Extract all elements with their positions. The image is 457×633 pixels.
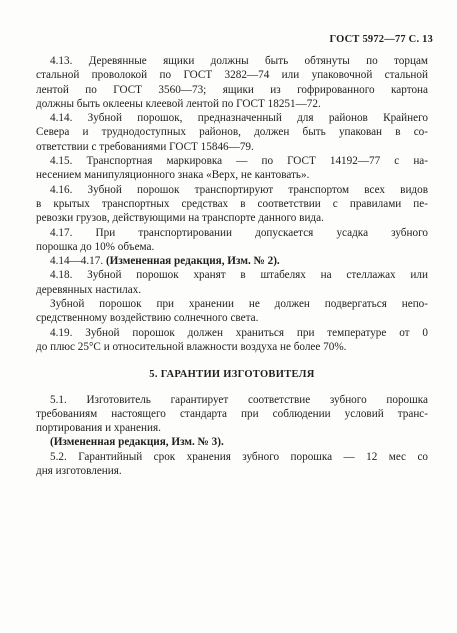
clause-4-14-line-3: ответствии с требованиями ГОСТ 15846—79. — [36, 140, 254, 153]
clause-4-16-line-2: в крытых транспортных средствах в соответствии с правилами пе- — [36, 197, 428, 210]
clause-4-14-line-1: 4.14. Зубной порошок, предназначенный для районов Крайнего — [50, 112, 428, 125]
clause-5-2 — [36, 450, 428, 479]
amendment-note-5-1 — [36, 435, 428, 449]
clause-4-13-line-4: должны быть оклеены клеевой лентой по ГОСТ 18251—72. — [36, 97, 321, 110]
clause-4-17 — [36, 226, 428, 255]
clause-4-18b-line-1: Зубной порошок при хранении не должен подвергаться непо- — [50, 298, 428, 311]
clause-5-1 — [36, 393, 428, 436]
clause-5-2-line-1: 5.2. Гарантийный срок хранения зубного порошка — 12 мес со — [50, 450, 428, 463]
clause-4-18-line-1: 4.18. Зубной порошок хранят в штабелях на стеллажах или — [50, 269, 428, 282]
clause-4-14-line-2: Севера и труднодоступных районов, должен быть упакован в со- — [36, 126, 428, 139]
clause-4-18b-line-2: средственному воздействию солнечного света. — [36, 312, 259, 325]
clause-5-1-line-2: требованиям настоящего стандарта при соблюдении условий транс- — [36, 407, 428, 420]
clause-4-15 — [36, 154, 428, 183]
clause-4-19 — [36, 326, 428, 355]
page-header-standard-ref: ГОСТ 5972—77 С. 13 — [329, 34, 433, 45]
amendment-label: (Измененная редакция, Изм. № 2). — [105, 255, 280, 268]
clause-4-13 — [36, 54, 428, 111]
clause-4-17-line-2: порошка до 10% объема. — [36, 240, 155, 253]
clause-4-18-line-2: деревянных настилах. — [36, 283, 142, 296]
clause-4-15-line-1: 4.15. Транспортная маркировка — по ГОСТ 14192—77 с на- — [50, 155, 428, 168]
clause-4-14 — [36, 111, 428, 154]
clause-5-2-line-2: дня изготовления. — [36, 465, 122, 478]
clause-4-16-line-1: 4.16. Зубной порошок транспортируют транспортом всех видов — [50, 183, 428, 196]
clause-4-19-line-1: 4.19. Зубной порошок должен храниться при температуре от 0 — [50, 326, 428, 339]
section-5-heading: 5. ГАРАНТИИ ИЗГОТОВИТЕЛЯ — [149, 369, 315, 381]
amendment-note-4-14-4-17 — [36, 254, 428, 268]
document-body — [36, 54, 428, 478]
amendment-5-1-label: (Измененная редакция, Изм. № 3). — [50, 436, 224, 449]
clause-4-13-line-3: лентой по ГОСТ 3560—73; ящики из гофрированного картона — [36, 83, 428, 96]
clause-4-15-line-2: несением манипуляционного знака «Верх, не кантовать». — [36, 169, 310, 182]
clause-4-16 — [36, 183, 428, 226]
clause-4-18 — [36, 268, 428, 297]
clause-4-16-line-3: ревозки грузов, действующими на транспорте данного вида. — [36, 212, 324, 225]
clause-4-17-line-1: 4.17. При транспортировании допускается усадка зубного — [50, 226, 428, 239]
clause-4-13-line-1: 4.13. Деревянные ящики должны быть обтянуты по торцам — [50, 55, 428, 67]
amendment-line — [36, 254, 428, 268]
clause-4-18-continuation — [36, 297, 428, 326]
clause-4-19-line-2: до плюс 25°С и относительной влажности воздуха не более 70%. — [36, 340, 347, 353]
clause-5-1-line-3: портирования и хранения. — [36, 422, 161, 435]
amendment-range: 4.14—4.17. — [50, 255, 104, 268]
clause-4-13-line-2: стальной проволокой по ГОСТ 3282—74 или упаковочной стальной — [36, 69, 428, 82]
clause-5-1-line-1: 5.1. Изготовитель гарантирует соответствие зубного порошка — [50, 393, 428, 406]
